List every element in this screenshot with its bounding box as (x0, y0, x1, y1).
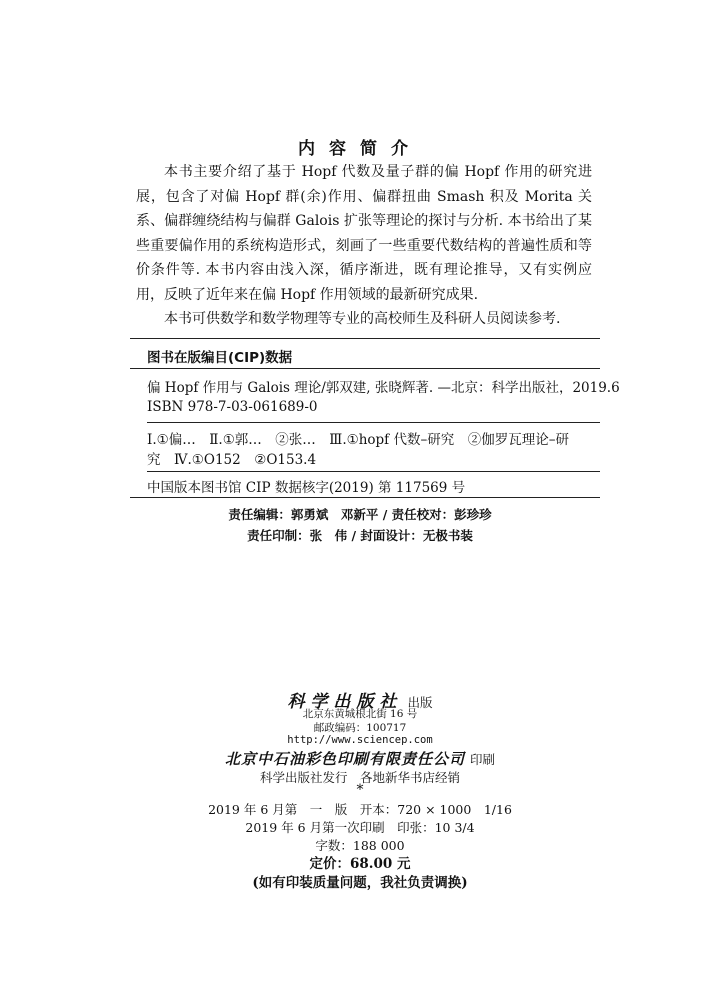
intro-title: 内容简介 (298, 139, 422, 159)
publisher-name-suffix: 出版 (407, 695, 433, 710)
cip-isbn-rule (147, 422, 600, 423)
intro-paragraph-1: 本书主要介绍了基于 Hopf 代数及量子群的偏 Hopf 作用的研究进展，包含了对偏 Hopf 群(余)作用、偏群扭曲 Smash 积及 Morita 关系、偏群缠绕结构与偏群 Galois 扩张等理论的探讨与分析. 本书给出了某些重要偏作用的系统构造形式，刻画了一些重要代数结构的普遍性质和等价条件等. 本书内容由浅入深，循序渐进，既有理论推导，又有实例应用，反映了近年来在偏 Hopf 作用领域的最新研究成果. (136, 164, 592, 303)
printer-suffix: 印刷 (470, 752, 496, 767)
cip-subjects-line1: Ⅰ.①偏… Ⅱ.①郭… ②张… Ⅲ.①hopf 代数–研究 ②伽罗瓦理论–研 (147, 432, 569, 448)
cip-bottom-rule (130, 497, 600, 498)
intro-abstract (136, 160, 592, 332)
publisher-address: 北京东黄城根北街 16 号 (302, 708, 418, 720)
credits-line2: 责任印制：张 伟 / 封面设计：无极书装 (247, 528, 473, 543)
price: 定价：68.00 元 (309, 856, 411, 872)
distribution-line: 科学出版社发行 各地新华书店经销 (259, 770, 460, 785)
publisher-website: http://www.sciencep.com (287, 734, 433, 746)
printer-block (0, 748, 720, 769)
edition-line: 2019 年 6 月第 一 版 开本：720 × 1000 1/16 (208, 802, 512, 817)
cip-heading-rule (130, 368, 600, 369)
cip-top-rule (130, 338, 600, 339)
cip-subjects-rule (147, 471, 600, 472)
cip-number: 中国版本图书馆 CIP 数据核字(2019) 第 117569 号 (147, 480, 466, 496)
cip-heading: 图书在版编目(CIP)数据 (147, 350, 293, 366)
publisher-postcode: 邮政编码：100717 (313, 722, 407, 734)
separator-star: * (356, 782, 364, 798)
quality-notice: (如有印装质量问题，我社负责调换) (252, 875, 468, 891)
printing-line: 2019 年 6 月第一次印刷 印张：10 3/4 (245, 820, 475, 835)
cip-subjects-line2: 究 Ⅳ.①O152 ②O153.4 (147, 452, 317, 468)
publisher-name: 科学出版社 (287, 692, 403, 712)
printer-name: 北京中石油彩色印刷有限责任公司 (224, 750, 465, 768)
cip-bibliographic: 偏 Hopf 作用与 Galois 理论/郭双建, 张晓辉著. —北京：科学出版社，2019.6 (147, 380, 620, 396)
credits-line1: 责任编辑：郭勇斌 邓新平 / 责任校对：彭珍珍 (228, 507, 492, 522)
intro-paragraph-2: 本书可供数学和数学物理等专业的高校师生及科研人员阅读参考. (164, 311, 561, 327)
word-count: 字数：188 000 (315, 838, 405, 853)
cip-isbn: ISBN 978-7-03-061689-0 (147, 399, 318, 415)
